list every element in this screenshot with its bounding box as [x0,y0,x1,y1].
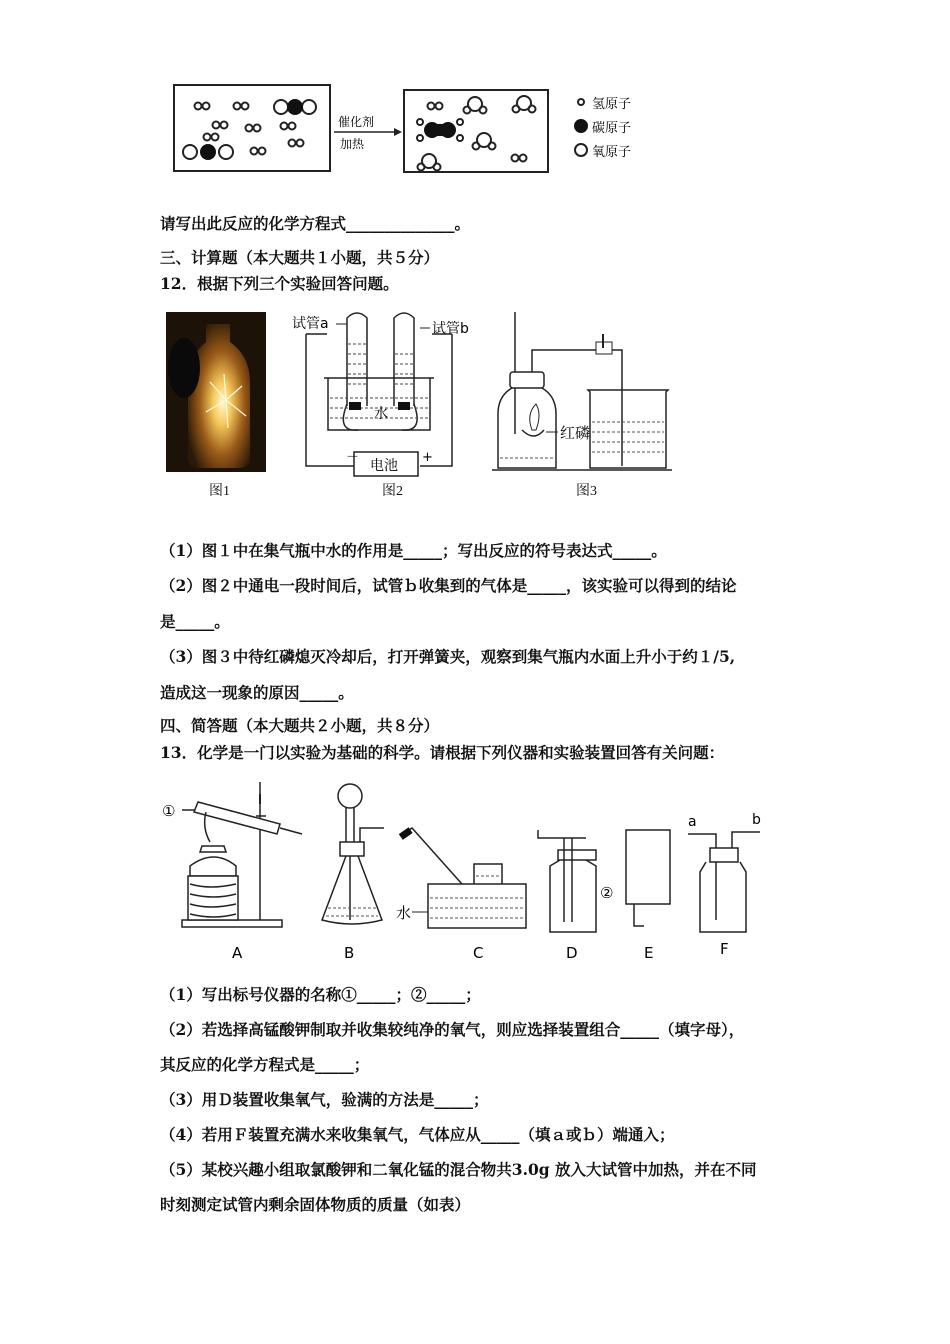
fig1-burning-bottle-photo [166,312,266,472]
apparatus-f-label: F [720,940,729,958]
water-label: 水 [396,904,412,922]
fig3-phosphorus-label: 红磷 [560,424,591,442]
fig1-label: 图1 [209,484,230,499]
legend-carbon: 碳原子 [592,121,632,136]
apparatus-d-label: D [566,944,578,962]
marker-1: ① [162,802,176,820]
fig3-phosphorus-apparatus [492,310,672,474]
q13-part5-line2: 时刻测定试管内剩余固体物质的质量（如表） [160,1195,471,1214]
legend-hydrogen: 氢原子 [592,97,632,112]
q12-part3-line2: 造成这一现象的原因_____。 [160,683,354,702]
q13-part1: （1）写出标号仪器的名称①_____；②_____； [160,985,481,1004]
fig2-battery-label: 电池 [370,458,398,474]
fig2-water-label: 水 [374,406,388,422]
q13-apparatus-row [160,772,780,967]
q13-part2-line2: 其反应的化学方程式是_____； [160,1055,370,1074]
apparatus-a-label: A [232,944,243,962]
q12-part3-line1: （3）图３中待红磷熄灭冷却后，打开弹簧夹，观察到集气瓶内水面上升小于约１/5, [160,647,736,666]
q13-part5-line1: （5）某校兴趣小组取氯酸钾和二氧化锰的混合物共3.0g 放入大试管中加热，并在不同 [160,1160,757,1179]
q12-part2-line1: （2）图２中通电一段时间后，试管ｂ收集到的气体是_____，该实验可以得到的结论 [160,576,737,595]
q12-stem: 12．根据下列三个实验回答问题。 [160,274,399,293]
apparatus-e-label: E [644,944,654,962]
fig3-label: 图3 [576,484,597,499]
marker-2: ② [600,884,614,902]
q13-stem: 13．化学是一门以实验为基础的科学。请根据下列仪器和实验装置回答有关问题： [160,743,725,762]
section3-heading: 三、计算题（本大题共１小题，共５分） [160,248,440,267]
arrow-top-label: 催化剂 [338,115,375,129]
apparatus-b-label: B [344,944,355,962]
q13-part3: （3）用Ｄ装置收集氧气，验满的方法是_____； [160,1090,489,1109]
q13-part4: （4）若用Ｆ装置充满水来收集氧气，气体应从_____（填ａ或ｂ）端通入； [160,1125,675,1144]
q11-tail-text: 请写出此反应的化学方程式______________。 [160,214,471,233]
section4-heading: 四、简答题（本大题共２小题，共８分） [160,716,440,735]
q12-part2-line2: 是_____。 [160,612,230,631]
fig2-electrolysis-apparatus [292,306,482,478]
fig2-label: 图2 [382,484,403,499]
fig2-minus-sign: － [346,450,360,465]
port-a-label: a [688,814,697,830]
port-b-label: b [752,812,761,828]
reaction-diagram-graphic [170,82,670,182]
fig2-tube-a-label: 试管a [292,316,329,332]
apparatus-c-label: C [473,944,484,962]
arrow-bottom-label: 加热 [340,137,365,151]
q13-part2-line1: （2）若选择高锰酸钾制取并收集较纯净的氧气，则应选择装置组合_____（填字母）， [160,1020,745,1039]
fig2-tube-b-label: 试管b [432,321,469,337]
legend-oxygen: 氧原子 [592,145,632,160]
fig2-plus-sign: + [422,450,433,465]
q12-part1: （1）图１中在集气瓶中水的作用是_____；写出反应的符号表达式_____。 [160,541,667,560]
